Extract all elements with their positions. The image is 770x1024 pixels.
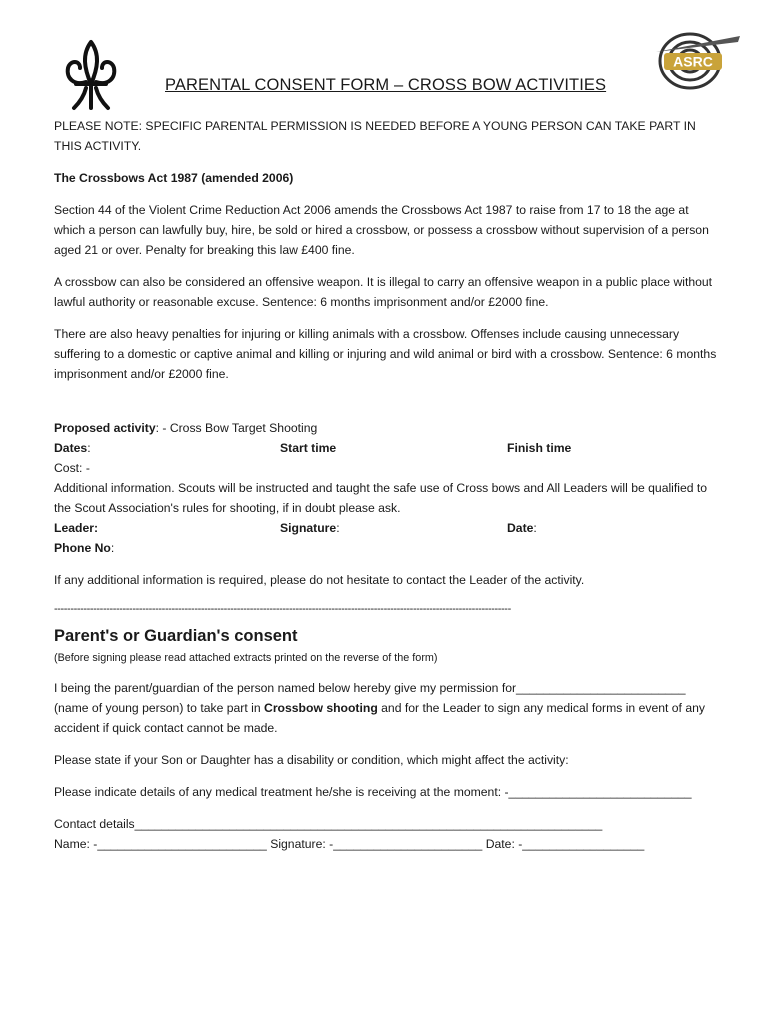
date-label: Date <box>507 521 534 535</box>
law-paragraph-3: There are also heavy penalties for injuring or killing animals with a crossbow. Offenses include causing unnecessary suffering to a domestic or captive animal and killing or injuring and wild animal or bird with a crossbow. Sentence: 6 months imprisonment and/or £2000 fine. <box>54 327 717 381</box>
signature-field[interactable]: Signature: -______________________ <box>270 837 483 851</box>
signature-label: Signature <box>280 521 337 535</box>
permission-post: and for the Leader to sign any medical forms in event of any accident if quick contact cannot be made. <box>54 701 705 735</box>
permission-statement <box>54 678 722 738</box>
asrc-logo-text: ASRC <box>673 53 713 70</box>
young-person-name-field[interactable]: _________________________ <box>516 681 686 695</box>
signoff-row <box>54 834 722 854</box>
act-heading: The Crossbows Act 1987 (amended 2006) <box>54 171 294 185</box>
form-content <box>54 116 722 854</box>
medical-treatment-field[interactable]: Please indicate details of any medical treatment he/she is receiving at the moment: -___________________________ <box>54 785 692 799</box>
reverse-note: (Before signing please read attached extracts printed on the reverse of the form) <box>54 652 438 664</box>
page-title: PARENTAL CONSENT FORM – CROSS BOW ACTIVITIES <box>165 76 607 94</box>
name-field[interactable]: Name: -_________________________ <box>54 837 267 851</box>
finish-time-label: Finish time <box>507 441 572 455</box>
cut-divider: -------------------------------------------------------------------------------------------------------------------------------------------- <box>54 603 511 615</box>
permission-note: PLEASE NOTE: SPECIFIC PARENTAL PERMISSION IS NEEDED BEFORE A YOUNG PERSON CAN TAKE PART IN THIS ACTIVITY. <box>54 119 696 153</box>
date-colon: : <box>533 521 537 535</box>
fleur-de-lis-icon <box>62 38 120 112</box>
dates-label: Dates <box>54 441 88 455</box>
phone-label: Phone No <box>54 541 111 555</box>
permission-mid: (name of young person) to take part in <box>54 701 265 715</box>
contact-leader-note: If any additional information is required, please do not hesitate to contact the Leader of the activity. <box>54 573 585 587</box>
proposed-activity-value: : - Cross Bow Target Shooting <box>155 421 318 435</box>
permission-activity: Crossbow shooting <box>264 701 378 715</box>
activity-details <box>54 418 722 590</box>
law-paragraph-1: Section 44 of the Violent Crime Reduction Act 2006 amends the Crossbows Act 1987 to raise from 17 to 18 the age at which a person can lawfully buy, hire, be sold or hired a crossbow, or possess a crossbow without supervision of a person aged 21 or over. Penalty for breaking this law £400 fine. <box>54 203 709 257</box>
asrc-logo <box>652 30 744 92</box>
law-paragraph-2: A crossbow can also be considered an offensive weapon. It is illegal to carry an offensive weapon in a public place without lawful authority or reasonable excuse. Sentence: 6 months imprisonment and/or £2000 fine. <box>54 275 713 309</box>
start-time-label: Start time <box>280 441 337 455</box>
permission-pre: I being the parent/guardian of the person named below hereby give my permission for <box>54 681 517 695</box>
additional-information: Additional information. Scouts will be instructed and taught the safe use of Cross bows and All Leaders will be qualified to the Scout Association's rules for shooting, if in doubt please ask. <box>54 481 708 515</box>
cost-line: Cost: - <box>54 461 90 475</box>
proposed-activity-label: Proposed activity <box>54 421 156 435</box>
date-field[interactable]: Date: -__________________ <box>485 837 645 851</box>
phone-colon: : <box>110 541 115 555</box>
leader-label: Leader: <box>54 521 99 535</box>
consent-heading: Parent's or Guardian's consent <box>54 627 298 645</box>
disability-question: Please state if your Son or Daughter has a disability or condition, which might affect the activity: <box>54 753 569 767</box>
contact-details-field[interactable]: Contact details_____________________________________________________________________ <box>54 817 603 831</box>
dates-colon: : <box>87 441 91 455</box>
signature-colon: : <box>336 521 340 535</box>
